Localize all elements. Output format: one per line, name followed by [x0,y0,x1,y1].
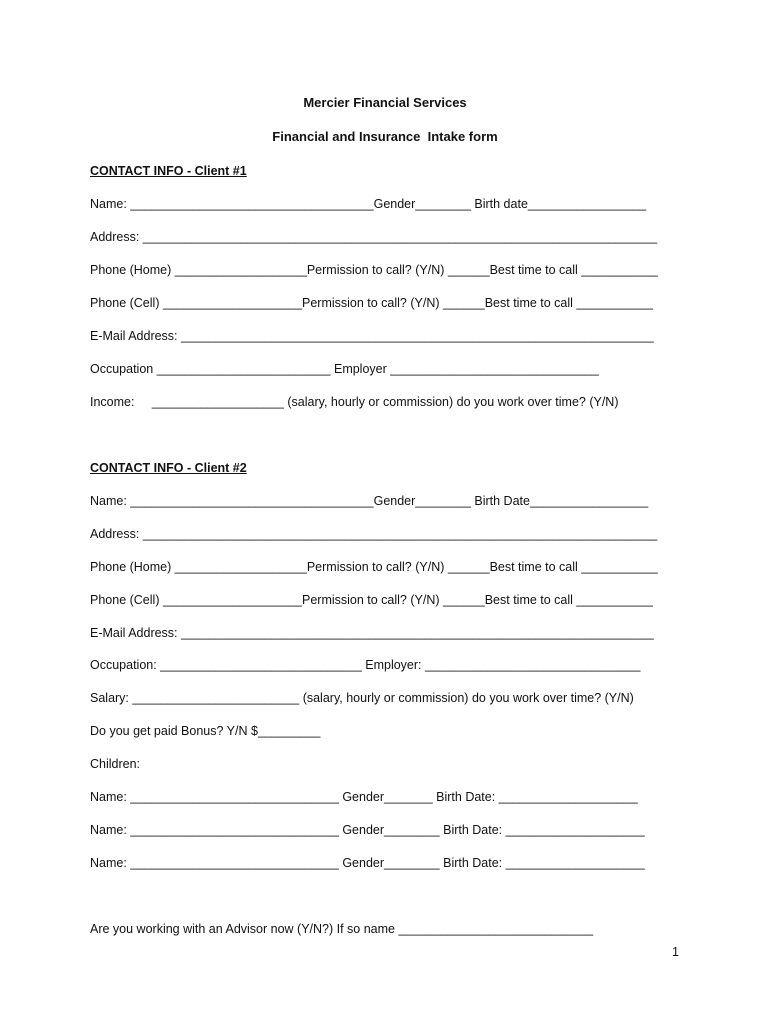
child-row[interactable]: Name: ______________________________ Gender________ Birth Date: ____________________ [90,856,645,870]
client1-name-field[interactable]: Name: ___________________________________Gender________ Birth date_________________ [90,197,647,211]
client2-address-field[interactable]: Address: __________________________________________________________________________ [90,527,658,541]
client2-email-field[interactable]: E-Mail Address: ____________________________________________________________________ [90,626,654,640]
client1-income-field[interactable]: Income: ___________________ (salary, hourly or commission) do you work over time? (Y/N) [90,395,619,409]
client2-heading: CONTACT INFO - Client #2 [90,461,247,475]
client1-heading: CONTACT INFO - Client #1 [90,164,247,178]
client1-phone-cell-field[interactable]: Phone (Cell) ____________________Permission to call? (Y/N) ______Best time to call ___________ [90,296,653,310]
child-row[interactable]: Name: ______________________________ Gender_______ Birth Date: ____________________ [90,790,638,804]
company-name: Mercier Financial Services [303,95,467,110]
client1-address-field[interactable]: Address: __________________________________________________________________________ [90,230,658,244]
client2-salary-field[interactable]: Salary: ________________________ (salary, hourly or commission) do you work over time? (Y/N) [90,691,634,705]
client2-phone-home-field[interactable]: Phone (Home) ___________________Permission to call? (Y/N) ______Best time to call ___________ [90,560,658,574]
advisor-field[interactable]: Are you working with an Advisor now (Y/N?) If so name ____________________________ [90,922,594,936]
client2-occupation-field[interactable]: Occupation: _____________________________ Employer: _______________________________ [90,658,641,672]
children-label: Children: [90,757,141,771]
client2-phone-cell-field[interactable]: Phone (Cell) ____________________Permission to call? (Y/N) ______Best time to call ___________ [90,593,653,607]
client1-email-field[interactable]: E-Mail Address: ____________________________________________________________________ [90,329,654,343]
client1-phone-home-field[interactable]: Phone (Home) ___________________Permission to call? (Y/N) ______Best time to call ___________ [90,263,658,277]
client2-name-field[interactable]: Name: ___________________________________Gender________ Birth Date_________________ [90,494,649,508]
form-title: Financial and Insurance Intake form [272,129,498,144]
client1-occupation-field[interactable]: Occupation _________________________ Employer ______________________________ [90,362,599,376]
page-number: 1 [672,945,679,959]
bonus-field[interactable]: Do you get paid Bonus? Y/N $_________ [90,724,321,738]
child-row[interactable]: Name: ______________________________ Gender________ Birth Date: ____________________ [90,823,645,837]
